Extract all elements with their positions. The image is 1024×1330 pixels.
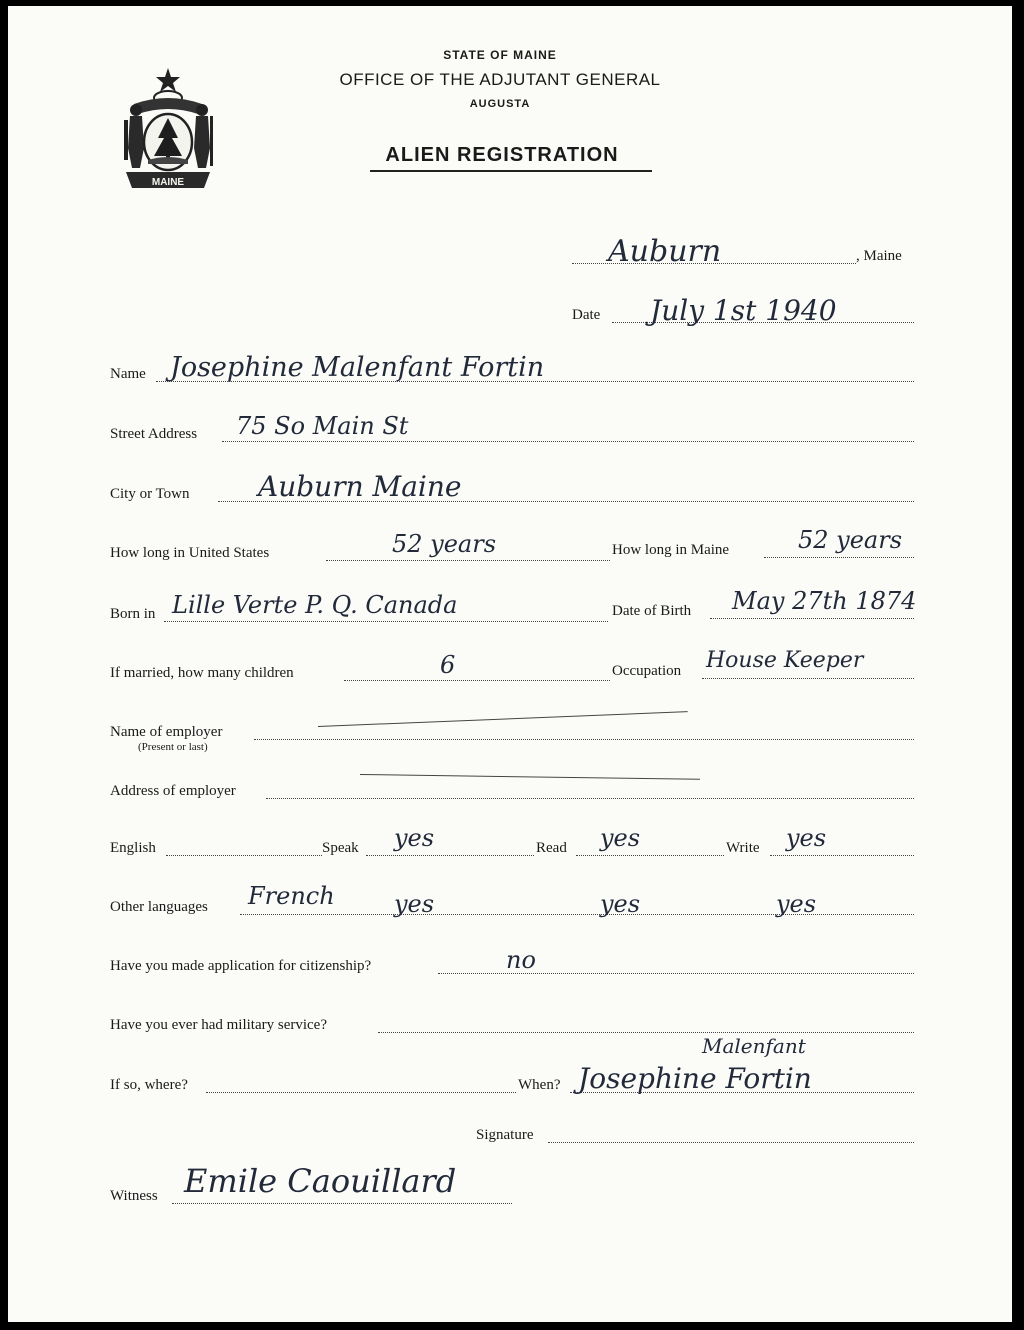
where-line [206,1092,516,1093]
registration-form-page [8,6,1012,1322]
maine-label: How long in Maine [612,542,730,558]
born-label: Born in [110,606,156,622]
english-label: English [110,840,156,856]
city-value: Auburn Maine [258,470,462,503]
signature-value-line2: Josephine Fortin [578,1062,812,1095]
employer-sublabel: (Present or last) [138,741,208,753]
name-label: Name [110,366,146,382]
english-read-value: yes [600,824,641,852]
title-underline [370,170,652,172]
occupation-value: House Keeper [706,648,864,673]
military-label: Have you ever had military service? [110,1017,327,1033]
when-label: When? [518,1077,561,1093]
signature-line [548,1142,914,1143]
us-line [326,560,610,561]
employer-address-label: Address of employer [110,783,236,799]
citizenship-value: no [506,946,536,974]
other-speak-value: yes [394,890,435,918]
other-language-value: French [248,882,335,910]
maine-line [764,557,914,558]
dob-label: Date of Birth [612,603,692,619]
us-value: 52 years [392,530,497,558]
signature-label: Signature [476,1127,534,1143]
dob-value: May 27th 1874 [732,587,917,615]
city-label: City or Town [110,486,190,502]
us-label: How long in United States [110,545,270,561]
page-title: ALIEN REGISTRATION [385,144,619,166]
date-value: July 1st 1940 [650,294,837,327]
english-read-label: Read [536,840,567,856]
town-label: , Maine [856,248,902,264]
employer-address-line [266,798,914,799]
header-state: STATE OF MAINE [443,48,557,62]
english-line [166,855,322,856]
witness-label: Witness [110,1188,158,1204]
seal-text: MAINE [151,177,185,188]
other-languages-label: Other languages [110,899,208,915]
employer-address-blank-dash [360,774,700,780]
maine-value: 52 years [798,526,903,554]
citizenship-label: Have you made application for citizenship? [110,958,372,974]
children-label: If married, how many children [110,665,294,681]
english-speak-line [366,855,534,856]
english-speak-value: yes [394,824,435,852]
english-write-line [770,855,914,856]
street-label: Street Address [110,426,198,442]
born-line [164,621,608,622]
header-office: OFFICE OF THE ADJUTANT GENERAL [339,70,661,89]
date-label: Date [572,307,601,323]
employer-line [254,739,914,740]
street-line [222,441,914,442]
signature-value-line1: Malenfant [702,1034,806,1058]
where-label: If so, where? [110,1077,188,1093]
other-write-value: yes [776,890,817,918]
name-value: Josephine Malenfant Fortin [170,352,545,383]
military-line [378,1032,914,1033]
english-speak-label: Speak [322,840,359,856]
english-read-line [576,855,724,856]
town-value: Auburn [608,234,722,269]
dob-line [710,618,914,619]
employer-label: Name of employer [110,724,223,740]
born-value: Lille Verte P. Q. Canada [172,591,458,619]
occupation-line [702,678,914,679]
english-write-label: Write [726,840,760,856]
header-city: AUGUSTA [469,98,531,110]
employer-blank-dash [318,711,688,727]
children-value: 6 [440,651,456,679]
children-line [344,680,610,681]
street-value: 75 So Main St [236,412,409,440]
english-write-value: yes [786,824,827,852]
occupation-label: Occupation [612,663,682,679]
witness-line [172,1203,512,1204]
other-read-value: yes [600,890,641,918]
witness-value: Emile Caouillard [184,1162,457,1200]
